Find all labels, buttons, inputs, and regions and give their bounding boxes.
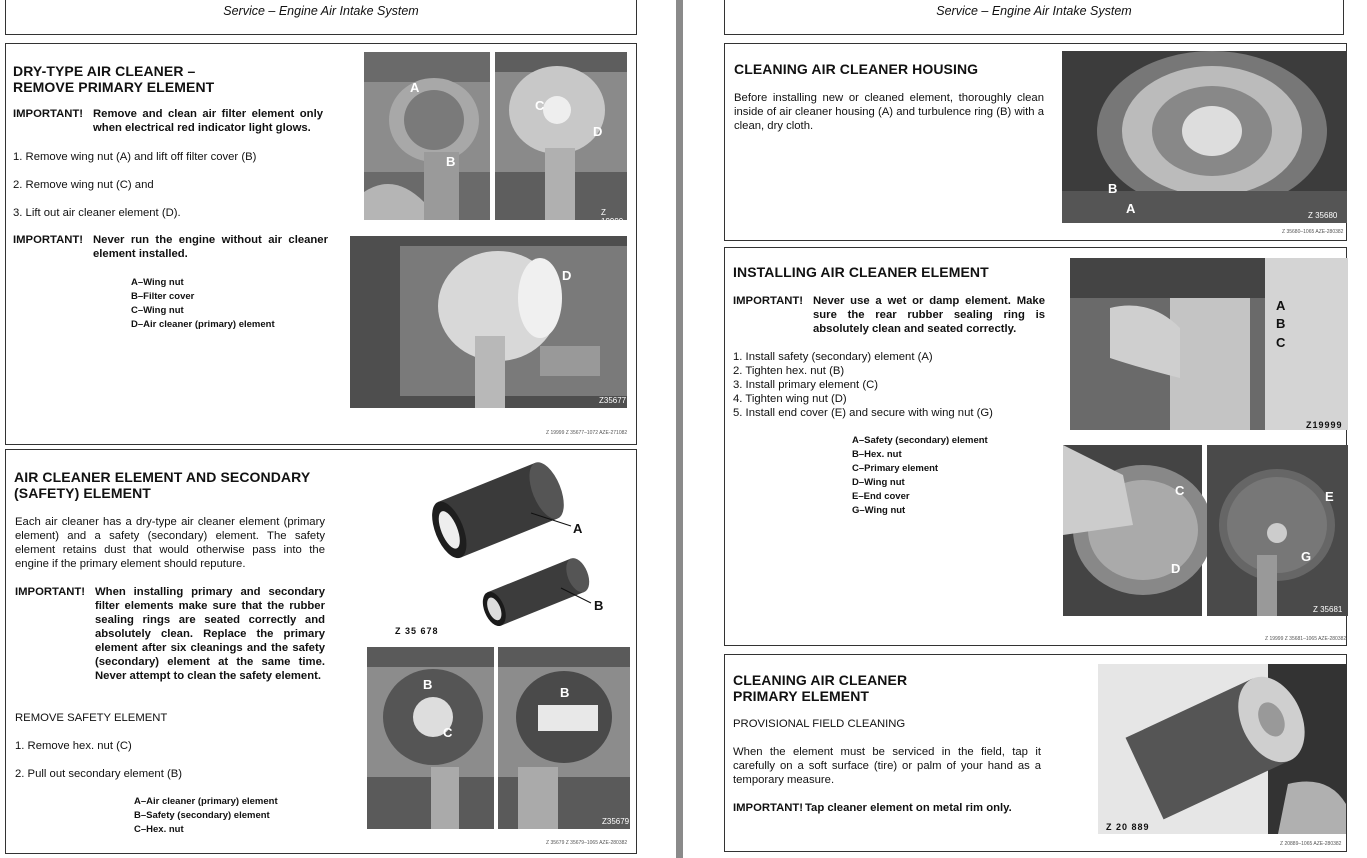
step-3: 3. Install primary element (C): [733, 379, 879, 391]
step-2: 2. Remove wing nut (C) and: [13, 179, 154, 191]
legend: A–Air cleaner (primary) element B–Safety (secondary) element C–Hex. nut: [134, 796, 278, 835]
step-2: 2. Tighten hex. nut (B): [733, 365, 845, 377]
photo-tap-element-rim: Z 20 889: [1098, 664, 1346, 834]
important-note: IMPORTANT! Tap cleaner element on metal rim only.: [733, 802, 1012, 814]
important-note: IMPORTANT! Never use a wet or damp element. Make sure the rear rubber sealing ring is absolutely clean and seated correctly.: [733, 295, 1045, 335]
section-installing-element: [724, 247, 1347, 646]
photo-end-cover-wing-nut: E G Z 35681: [1207, 445, 1348, 616]
legend: A–Safety (secondary) element B–Hex. nut C–Primary element D–Wing nut E–End cover G–Wing nut: [852, 435, 988, 516]
photo-safety-element-hex-nut: B C: [367, 647, 494, 829]
subheading: REMOVE SAFETY ELEMENT: [15, 712, 168, 724]
step-1: 1. Remove hex. nut (C): [15, 740, 132, 752]
figure-code: Z 19999 Z 35677–1072 AZE-271082: [546, 430, 628, 436]
page-gutter: [676, 0, 683, 858]
important-note: IMPORTANT! When installing primary and secondary filter elements make sure that the rubber sealing rings are seated correctly and absolutely clean. Replace the primary element after six cleanings and the safety (secondary) element at the same time. Never attempt to clean the safety element.: [15, 586, 325, 682]
right-page: [683, 0, 1367, 858]
section-title: AIR CLEANER ELEMENT AND SECONDARY (SAFETY) ELEMENT: [14, 469, 311, 501]
figure-code: Z 19999 Z 35681–1065 AZE-280382: [1265, 636, 1347, 642]
legend: A–Wing nut B–Filter cover C–Wing nut D–Air cleaner (primary) element: [131, 277, 275, 330]
photo-install-safety-element: A B C Z19999: [1070, 258, 1348, 430]
section-secondary-safety-element: [5, 449, 637, 854]
section-title: INSTALLING AIR CLEANER ELEMENT: [733, 264, 989, 280]
section-remove-primary-element: [5, 43, 637, 445]
section-title: DRY-TYPE AIR CLEANER – REMOVE PRIMARY ELEMENT: [13, 63, 215, 95]
step-3: 3. Lift out air cleaner element (D).: [13, 207, 181, 219]
photo-primary-element-wing-nut: C D: [1063, 445, 1202, 616]
section-cleaning-primary-element: [724, 654, 1347, 852]
step-5: 5. Install end cover (E) and secure with wing nut (G): [733, 407, 993, 419]
step-4: 4. Tighten wing nut (D): [733, 393, 847, 405]
photo-wing-nut-element: C D Z 19999: [495, 52, 627, 220]
paragraph: Each air cleaner has a dry-type air cleaner element (primary element) and a safety (secondary) element. The safety element retains dust that would otherwise pass into the engine if the primary element should reputure.: [15, 516, 325, 570]
photo-filter-elements: A B Z 35 678: [391, 458, 631, 638]
step-1: 1. Install safety (secondary) element (A): [733, 351, 933, 363]
paragraph: When the element must be serviced in the field, tap it carefully on a soft surface (tire) or palm of your hand as a temporary measure.: [733, 746, 1041, 786]
header-text: Service – Engine Air Intake System: [936, 4, 1132, 18]
left-page: [0, 0, 676, 858]
important-note: IMPORTANT! Never run the engine without air cleaner element installed.: [13, 234, 328, 260]
figure-code: Z 35680–1065 AZE-280382: [1282, 229, 1344, 235]
important-note: IMPORTANT! Remove and clean air filter element only when electrical red indicator light glows.: [13, 108, 323, 134]
figure-code: Z 35679 Z 35679–1065 AZE-280382: [546, 840, 628, 846]
photo-pull-out-secondary: B Z35679: [498, 647, 630, 829]
photo-wing-nut-filter-cover: A B: [364, 52, 490, 220]
step-1: 1. Remove wing nut (A) and lift off filter cover (B): [13, 151, 257, 163]
figure-code: Z 20889–1065 AZE-280382: [1280, 841, 1342, 847]
photo-lift-out-element: D Z35677: [350, 236, 627, 408]
section-cleaning-housing: [724, 43, 1347, 241]
page-header-right: [724, 0, 1344, 35]
section-title: CLEANING AIR CLEANER PRIMARY ELEMENT: [733, 672, 908, 704]
section-title: CLEANING AIR CLEANER HOUSING: [734, 61, 979, 77]
page-header-left: [5, 0, 637, 35]
step-2: 2. Pull out secondary element (B): [15, 768, 183, 780]
paragraph: Before installing new or cleaned element, thoroughly clean inside of air cleaner housing (A) and turbulence ring (B) with a clean, dry cloth.: [734, 92, 1044, 132]
header-text: Service – Engine Air Intake System: [223, 4, 419, 18]
subheading: PROVISIONAL FIELD CLEANING: [733, 718, 906, 730]
photo-housing-turbulence-ring: B A Z 35680: [1062, 51, 1347, 223]
